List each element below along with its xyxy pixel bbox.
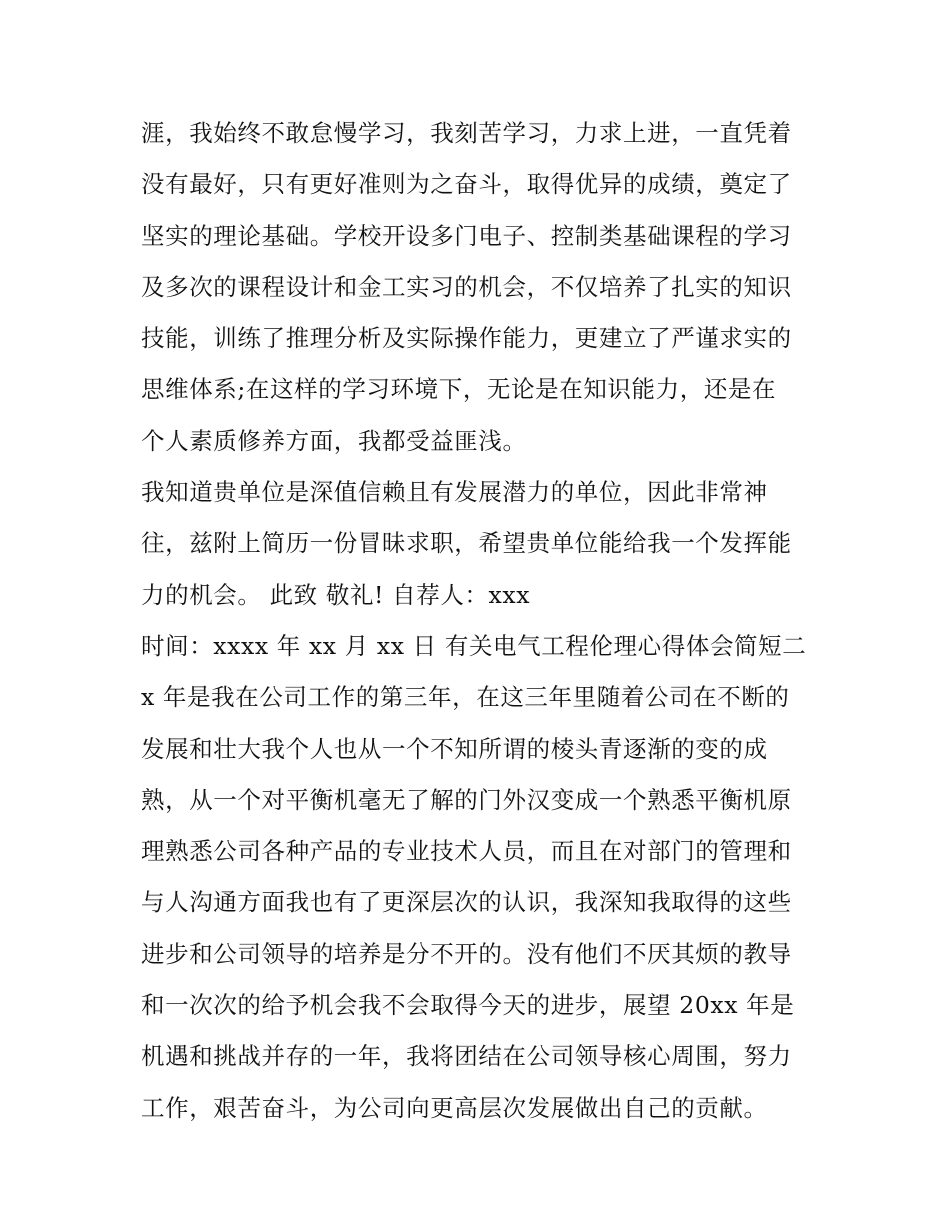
text-line: 坚实的理论基础。学校开设多门电子、控制类基础课程的学习 <box>141 221 792 250</box>
text-line: 涯，我始终不敢怠慢学习，我刻苦学习，力求上进，一直凭着 <box>141 119 792 147</box>
text-line: 进步和公司领导的培养是分不开的。没有他们不厌其烦的教导 <box>141 939 792 968</box>
body-text <box>141 108 821 1134</box>
text-line: 往，兹附上简历一份冒昧求职，希望贵单位能给我一个发挥能 <box>141 529 792 558</box>
text-line: 机遇和挑战并存的一年，我将团结在公司领导核心周围，努力 <box>141 1042 792 1071</box>
text-line: 技能，训练了推理分析及实际操作能力，更建立了严谨求实的 <box>141 324 792 353</box>
text-line: 发展和壮大我个人也从一个不知所谓的棱头青逐渐的变的成 <box>141 734 768 763</box>
text-line: 时间：xxxx 年 xx 月 xx 日 有关电气工程伦理心得体会简短二 <box>141 631 807 660</box>
text-line: 思维体系;在这样的学习环境下，无论是在知识能力，还是在 <box>141 375 777 404</box>
text-line: 力的机会。 此致 敬礼! 自荐人：xxx <box>141 580 531 609</box>
text-line: 和一次次的给予机会我不会取得今天的进步，展望 20xx 年是 <box>141 991 795 1020</box>
text-line: x 年是我在公司工作的第三年，在这三年里随着公司在不断的 <box>141 683 790 712</box>
text-line: 我知道贵单位是深值信赖且有发展潜力的单位，因此非常神 <box>141 478 768 507</box>
text-line: 工作，艰苦奋斗，为公司向更高层次发展做出自己的贡献。 <box>141 1093 768 1122</box>
text-line: 与人沟通方面我也有了更深层次的认识，我深知我取得的这些 <box>141 888 792 917</box>
text-line: 及多次的课程设计和金工实习的机会，不仅培养了扎实的知识 <box>141 272 792 301</box>
text-line: 没有最好，只有更好准则为之奋斗，取得优异的成绩，奠定了 <box>141 170 792 199</box>
text-line: 熟，从一个对平衡机毫无了解的门外汉变成一个熟悉平衡机原 <box>141 785 792 814</box>
text-line: 个人素质修养方面，我都受益匪浅。 <box>141 426 527 455</box>
text-line: 理熟悉公司各种产品的专业技术人员，而且在对部门的管理和 <box>141 837 792 866</box>
